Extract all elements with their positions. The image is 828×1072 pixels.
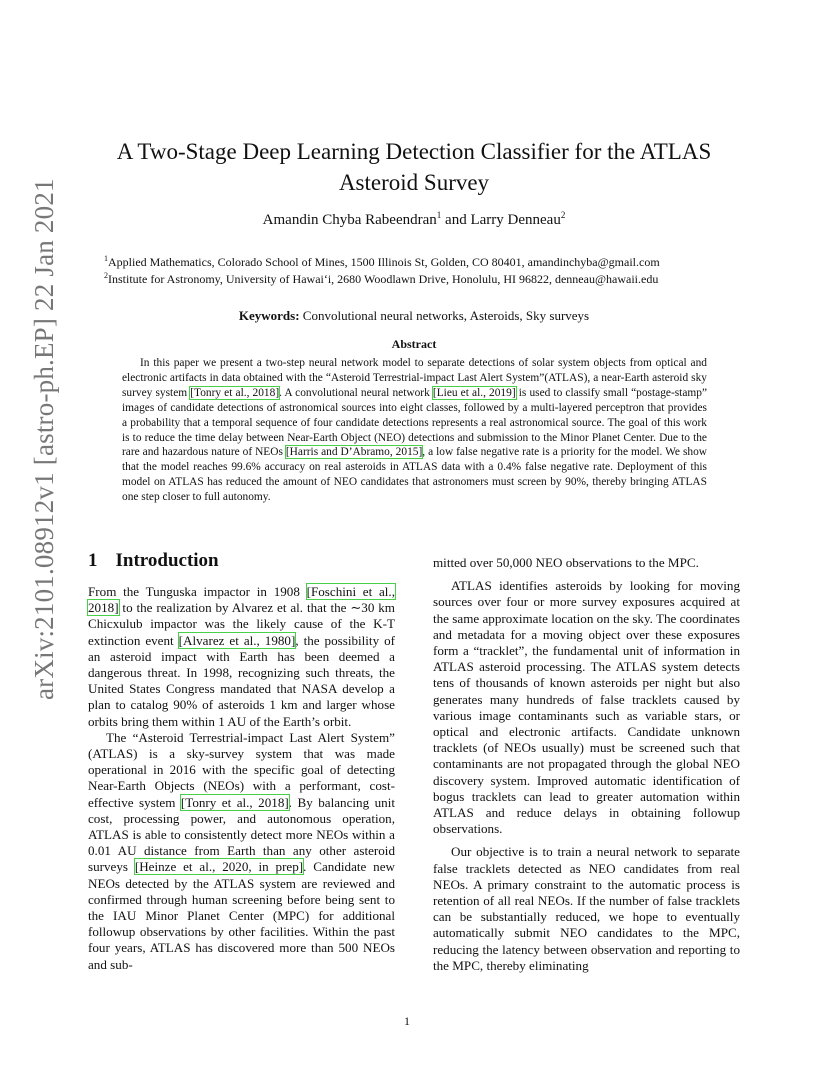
citation-link-tonry-2018-b[interactable]: [Tonry et al., 2018] <box>180 794 289 810</box>
citation-link-foschini-2018[interactable]: [Foschini et al., 2018] <box>88 584 395 616</box>
intro-paragraph-3: ATLAS identifies asteroids by looking for moving sources over four or more survey exposures acquired at the same approximate location on the sky. The coordinates and metadata for a moving object over these exposures form a “tracklet”, the fundamental unit of information in ATLAS asteroid processing. The ATLAS system detects tens of thousands of known asteroids per night but also generates many hundreds of false tracklets caused by various image contaminants such as variable stars, or optical and electronic artifacts. Candidate unknown tracklets (of NEOs usually) must be screened such that contaminants are not propagated through the global NEO discovery system. Improved automatic identification of bogus tracklets can lead to greater automation within ATLAS and reduce delays in obtaining followup observations. <box>433 578 740 837</box>
section-title: Introduction <box>115 550 219 571</box>
citation-link-tonry-2018[interactable]: [Tonry et al., 2018] <box>190 386 280 399</box>
affiliation-2 <box>104 267 744 288</box>
intro-paragraph-1 <box>88 584 395 730</box>
intro-p1-text-a: From the Tunguska impactor in 1908 <box>88 584 307 599</box>
affiliation-1-text: Applied Mathematics, Colorado School of Mines, 1500 Illinois St, Golden, CO 80401, amandinchyba@gmail.com <box>108 255 660 269</box>
intro-p2-text-a: The “Asteroid Terrestrial-impact Last Alert System” (ATLAS) is a sky-survey system that was made operational in 2016 with the specific goal of detecting Near-Earth Objects (NEOs) with a performant, cost-effective system <box>88 729 395 810</box>
affiliation-2-text: Institute for Astronomy, University of Hawai‘i, 2680 Woodlawn Drive, Honolulu, HI 96822, denneau@hawaii.edu <box>108 272 659 286</box>
citation-link-harris-2015[interactable]: [Harris and D’Abramo, 2015] <box>285 446 423 459</box>
author-2-affil: 2 <box>560 210 566 220</box>
intro-p1-text-c: , the possibility of an asteroid impact with Earth has been deemed a dangerous threat. In 1998, recognizing such threats, the United States Congress mandated that NASA develop a plan to catalog 90% of asteroids 1 km and larger whose orbits bring them within 1 AU of the Earth’s orbit. <box>88 632 395 729</box>
citation-link-lieu-2019[interactable]: [Lieu et al., 2019] <box>432 386 516 399</box>
intro-p2-text-c: . Candidate new NEOs detected by the ATLAS system are reviewed and confirmed through human screening before being sent to the IAU Minor Planet Center (MPC) for additional followup observations by other facilities. Within the past four years, ATLAS has discovered more than 500 NEOs and sub- <box>88 859 395 972</box>
page-number: 1 <box>404 1014 410 1028</box>
author-1-affil: 1 <box>436 210 442 220</box>
section-number: 1 <box>88 550 98 571</box>
right-column <box>433 555 740 974</box>
keywords-text: Convolutional neural networks, Asteroids, Sky surveys <box>299 308 590 323</box>
citation-link-heinze-2020[interactable]: [Heinze et al., 2020, in prep] <box>134 859 304 875</box>
authors-and: and <box>441 212 471 228</box>
keywords <box>90 308 738 324</box>
abstract-text-1: In this paper we present a two-step neural network model to separate detections of solar system objects from optical and electronic artifacts in data obtained with the “Asteroid Terrestrial-impact Last Alert System”(ATLAS), a near-Earth asteroid sky survey system <box>122 357 707 399</box>
section-heading <box>88 550 219 572</box>
paper-title <box>90 136 738 198</box>
affiliation-1-marker: 1 <box>104 254 108 263</box>
affiliation-2-marker: 2 <box>104 271 108 280</box>
abstract-body <box>122 356 707 505</box>
intro-p1-text-b: to the realization by Alvarez et al. that the ∼30 km Chicxulub impactor was the likely cause of the K-T extinction event <box>88 600 395 648</box>
intro-p2-text-b: . By balancing unit cost, processing power, and autonomous operation, ATLAS is able to consistently detect more NEOs within a 0.01 AU distance from Earth than any other asteroid surveys <box>88 794 395 875</box>
authors <box>90 210 738 229</box>
keywords-label: Keywords: <box>238 308 300 323</box>
left-column <box>88 584 395 973</box>
intro-paragraph-2 <box>88 730 395 973</box>
abstract-text-4: , a low false negative rate is a priority for the model. We show that the model reaches 99.6% accuracy on real asteroids in ATLAS data with a 0.4% false negative rate. Deployment of this model on ATLAS has reduced the amount of NEO candidates that astronomers must screen by 90%, thereby bringing ATLAS one step closer to full autonomy. <box>122 446 707 504</box>
abstract-text-3: is used to classify small “postage-stamp” images of candidate detections of astronomical sources into eight classes, followed by a multi-layered perceptron that provides a probability that a temporal sequence of four candidate detections represents a real astronomical source. The goal of this work is to reduce the time delay between Near-Earth Object (NEO) detections and submission to the Minor Planet Center. Due to the rare and hazardous nature of NEOs <box>122 386 707 459</box>
author-2: Larry Denneau <box>470 212 561 228</box>
title-line-2: Asteroid Survey <box>338 170 490 195</box>
title-line-1: A Two-Stage Deep Learning Detection Classifier for the ATLAS <box>116 139 712 164</box>
intro-paragraph-2-continued: mitted over 50,000 NEO observations to the MPC. <box>433 555 699 570</box>
arxiv-identifier: arXiv:2101.08912v1 [astro-ph.EP] 22 Jan 2021 <box>29 178 59 700</box>
abstract-text-2: . A convolutional neural network <box>279 386 433 399</box>
intro-paragraph-4: Our objective is to train a neural network to separate false tracklets detected as NEO candidates from real NEOs. A primary constraint to the automatic process is retention of all real NEOs. If the number of false tracklets can be substantially reduced, we hope to eventually automatically submit NEO candidates to the MPC, reducing the latency between observation and reporting to the MPC, thereby eliminating <box>433 844 740 973</box>
author-1: Amandin Chyba Rabeendran <box>262 212 437 228</box>
citation-link-alvarez-1980[interactable]: [Alvarez et al., 1980] <box>178 632 296 648</box>
abstract-heading: Abstract <box>391 337 437 351</box>
